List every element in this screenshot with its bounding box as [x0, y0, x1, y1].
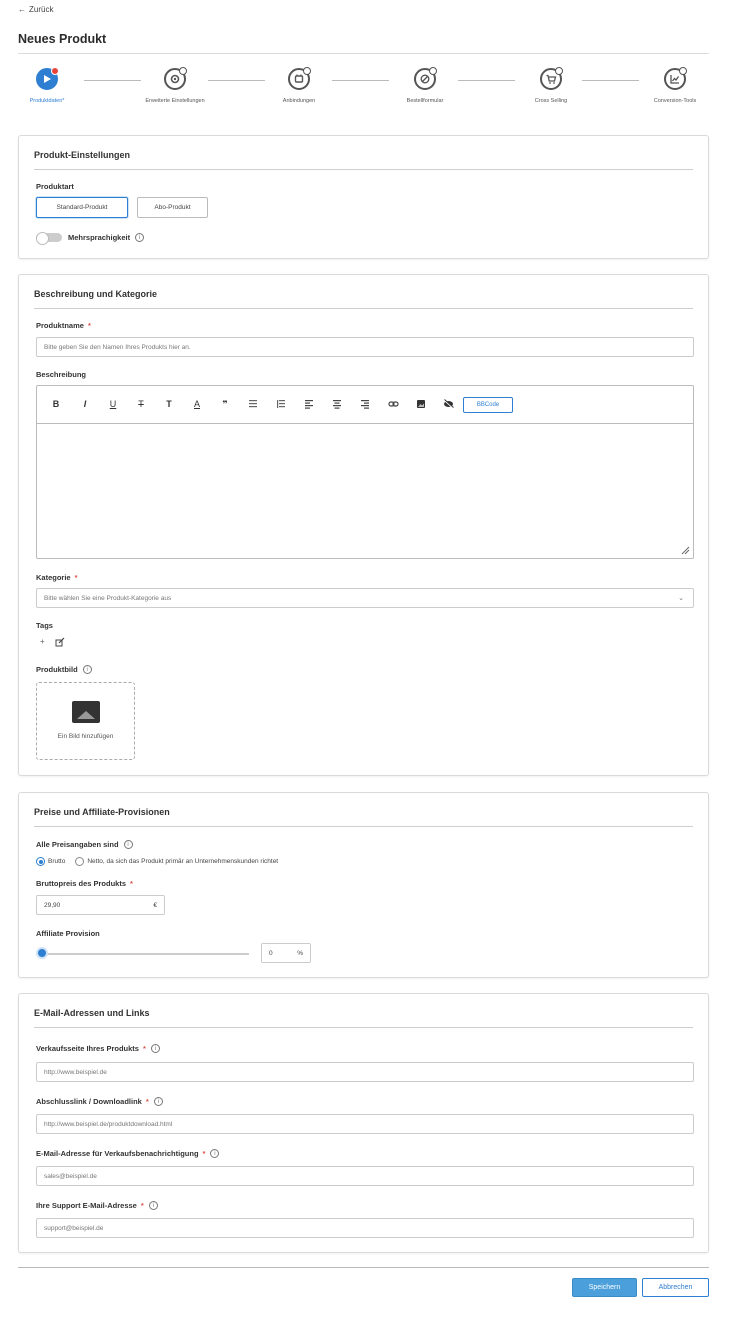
price-info-label: Alle Preisangaben sind i: [36, 840, 133, 849]
step-erweiterte-einstellungen[interactable]: [130, 68, 220, 105]
email-links-card: [18, 993, 709, 1253]
step-bestellformular[interactable]: [380, 68, 470, 105]
bbcode-button[interactable]: BBCode: [463, 397, 513, 413]
price-type-radios: [36, 857, 278, 866]
product-settings-card: [18, 135, 709, 259]
info-icon[interactable]: i: [124, 840, 133, 849]
editor-text-area[interactable]: [37, 424, 693, 558]
multilanguage-toggle[interactable]: [36, 233, 62, 242]
resize-handle-icon[interactable]: [680, 545, 690, 555]
product-type-label: Produktart: [36, 182, 74, 191]
image-icon[interactable]: [414, 399, 428, 411]
gear-icon: [164, 68, 186, 90]
back-label: Zurück: [29, 5, 54, 14]
chart-icon: [664, 68, 686, 90]
page-title: Neues Produkt: [18, 32, 107, 46]
font-color-icon[interactable]: A: [193, 399, 200, 409]
back-link[interactable]: [18, 5, 53, 14]
brutto-radio[interactable]: [36, 857, 45, 866]
gross-price-label: Bruttopreis des Produkts *: [36, 879, 133, 888]
info-icon[interactable]: i: [151, 1044, 160, 1053]
download-link-label: Abschlusslink / Downloadlink * i: [36, 1097, 163, 1106]
hide-icon[interactable]: [441, 399, 455, 411]
euro-sign: €: [153, 901, 157, 909]
product-image-label: Produktbild i: [36, 665, 92, 674]
step-label: Erweiterte Einstellungen: [145, 98, 205, 104]
image-upload-caption: Ein Bild hinzufügen: [57, 733, 114, 740]
brutto-label: Brutto: [48, 858, 66, 865]
card-title: Preise und Affiliate-Provisionen: [34, 807, 170, 817]
support-email-label: Ihre Support E-Mail-Adresse * i: [36, 1201, 158, 1210]
card-title: Beschreibung und Kategorie: [34, 289, 158, 299]
info-icon[interactable]: i: [83, 665, 92, 674]
editor-toolbar: [37, 386, 693, 424]
chevron-down-icon: ⌄: [678, 595, 684, 602]
quote-icon[interactable]: ❞: [222, 399, 228, 409]
footer-divider: [18, 1267, 709, 1268]
title-divider: [18, 53, 709, 54]
step-conversion-tools[interactable]: [630, 68, 720, 105]
edit-tag-icon[interactable]: [55, 637, 65, 649]
netto-radio[interactable]: [75, 857, 84, 866]
subscription-product-button[interactable]: Abo-Produkt: [137, 197, 208, 218]
bold-icon[interactable]: B: [52, 399, 60, 409]
notify-email-label: E-Mail-Adresse für Verkaufsbenachrichtigung * i: [36, 1149, 219, 1158]
affiliate-slider-track[interactable]: [41, 953, 249, 955]
affiliate-slider-handle[interactable]: [36, 947, 48, 959]
ordered-list-icon[interactable]: [274, 399, 288, 411]
unordered-list-icon[interactable]: [246, 399, 260, 411]
play-icon: [36, 68, 58, 90]
description-editor: [36, 385, 694, 559]
align-right-icon[interactable]: [358, 399, 372, 411]
gross-price-input[interactable]: 29,90 €: [36, 895, 165, 915]
strikethrough-icon[interactable]: T: [138, 399, 144, 409]
image-upload-area[interactable]: [36, 682, 135, 760]
order-form-icon: [414, 68, 436, 90]
info-icon[interactable]: i: [210, 1149, 219, 1158]
card-divider: [34, 308, 693, 309]
align-center-icon[interactable]: [330, 399, 344, 411]
notify-email-input[interactable]: sales@beispiel.de: [36, 1166, 694, 1186]
link-icon[interactable]: [386, 399, 400, 411]
step-anbindungen[interactable]: [254, 68, 344, 105]
step-label: Cross Selling: [534, 98, 568, 104]
connection-icon: [288, 68, 310, 90]
sales-page-input[interactable]: http://www.beispiel.de: [36, 1062, 694, 1082]
product-name-input[interactable]: Bitte geben Sie den Namen Ihres Produkts hier an.: [36, 337, 694, 357]
step-label: Conversion-Tools: [653, 98, 697, 104]
standard-product-button[interactable]: Standard-Produkt: [36, 197, 128, 218]
italic-icon[interactable]: I: [83, 399, 87, 409]
card-divider: [34, 169, 693, 170]
step-label: Bestellformular: [406, 98, 444, 104]
sales-page-label: Verkaufsseite Ihres Produkts * i: [36, 1044, 160, 1053]
description-label: Beschreibung: [36, 370, 87, 379]
cancel-button[interactable]: Abbrechen: [642, 1278, 709, 1297]
card-title: E-Mail-Adressen und Links: [34, 1008, 150, 1018]
picture-icon: [72, 701, 100, 723]
netto-label: Netto, da sich das Produkt primär an Unternehmenskunden richtet: [87, 858, 279, 865]
wizard-stepper: [18, 68, 708, 124]
add-tag-icon[interactable]: +: [40, 637, 45, 646]
card-divider: [34, 1027, 693, 1028]
pricing-card: [18, 792, 709, 978]
card-divider: [34, 826, 693, 827]
affiliate-label: Affiliate Provision: [36, 929, 100, 938]
info-icon[interactable]: i: [149, 1201, 158, 1210]
info-icon[interactable]: i: [135, 233, 144, 242]
arrow-left-icon: ←: [18, 5, 26, 14]
card-title: Produkt-Einstellungen: [34, 150, 131, 160]
download-link-input[interactable]: http://www.beispiel.de/produktdownload.html: [36, 1114, 694, 1134]
tags-label: Tags: [36, 621, 53, 630]
step-label: Produktdaten*: [29, 98, 65, 104]
affiliate-percent-input[interactable]: 0 %: [261, 943, 311, 963]
multilanguage-label: Mehrsprachigkeit i: [68, 233, 144, 242]
description-card: [18, 274, 709, 776]
font-size-icon[interactable]: T: [166, 399, 172, 409]
underline-icon[interactable]: U: [109, 399, 117, 409]
info-icon[interactable]: i: [154, 1097, 163, 1106]
cart-icon: [540, 68, 562, 90]
save-button[interactable]: Speichern: [572, 1278, 637, 1297]
category-label: Kategorie *: [36, 573, 78, 582]
step-produktdaten[interactable]: [2, 68, 92, 105]
product-name-label: Produktname *: [36, 321, 91, 330]
align-left-icon[interactable]: [302, 399, 316, 411]
step-cross-selling[interactable]: [506, 68, 596, 105]
percent-sign: %: [297, 949, 303, 957]
support-email-input[interactable]: support@beispiel.de: [36, 1218, 694, 1238]
step-label: Anbindungen: [282, 98, 316, 104]
category-select[interactable]: Bitte wählen Sie eine Produkt-Kategorie aus ⌄: [36, 588, 694, 608]
